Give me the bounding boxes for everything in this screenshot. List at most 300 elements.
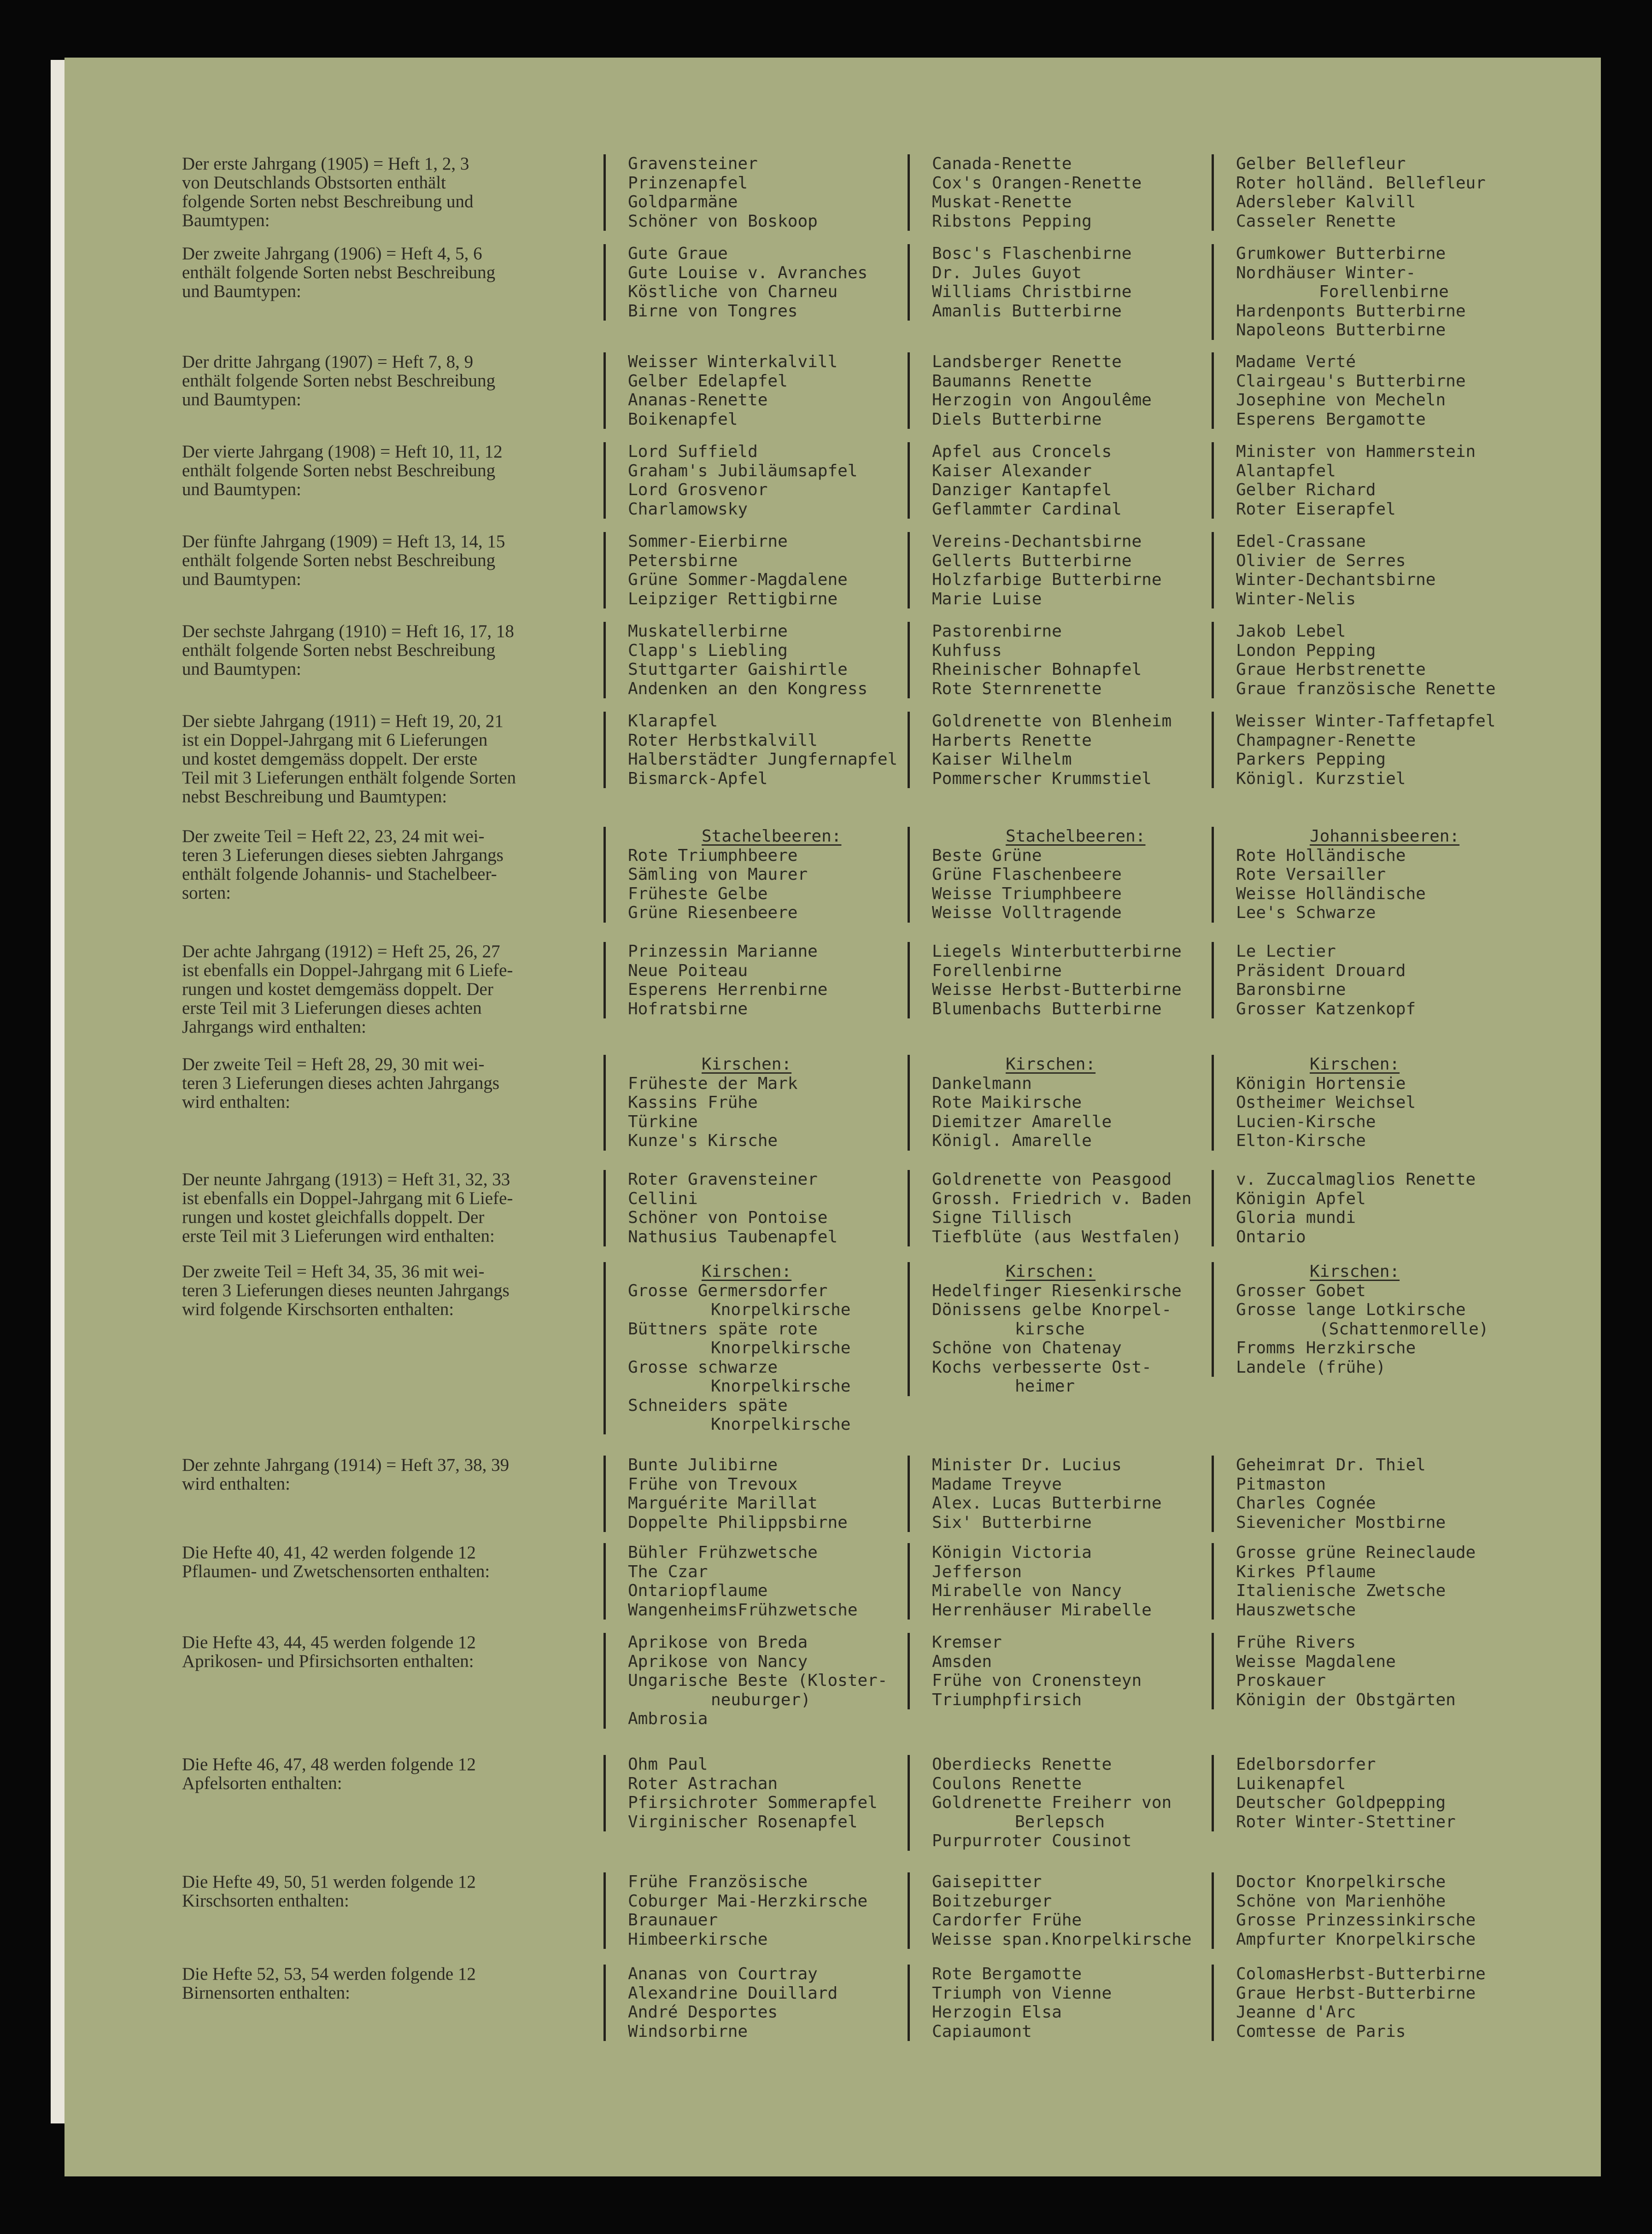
variety-name: Six' Butterbirne <box>932 1513 1092 1532</box>
variety-name: Königl. Amarelle <box>932 1131 1092 1150</box>
variety-name: Schöne von Marienhöhe <box>1236 1891 1446 1911</box>
variety-name: Ampfurter Knorpelkirsche <box>1236 1930 1476 1949</box>
description-line: Aprikosen- und Pfirsichsorten enthalten: <box>182 1651 474 1671</box>
column-heading: Stachelbeeren: <box>1006 827 1146 846</box>
variety-name: Jefferson <box>932 1562 1022 1581</box>
variety-name: Purpurroter Cousinot <box>932 1831 1132 1850</box>
variety-name: Rote Versailler <box>1236 865 1386 884</box>
variety-name: neuburger) <box>711 1690 811 1709</box>
description-line: Der achte Jahrgang (1912) = Heft 25, 26, 27 <box>182 942 500 961</box>
description-line: Der siebte Jahrgang (1911) = Heft 19, 20, 21 <box>182 711 504 731</box>
variety-column <box>1212 622 1531 698</box>
variety-name: (Schattenmorelle) <box>1319 1319 1489 1339</box>
variety-name: Gelber Richard <box>1236 480 1376 499</box>
variety-name: Aprikose von Nancy <box>628 1652 808 1671</box>
variety-name: heimer <box>1015 1377 1075 1396</box>
description-line: enthält folgende Johannis- und Stachelbeer- <box>182 864 497 884</box>
description-line: Der erste Jahrgang (1905) = Heft 1, 2, 3 <box>182 154 469 174</box>
variety-name: Le Lectier <box>1236 942 1336 961</box>
variety-name: Kirkes Pflaume <box>1236 1562 1376 1581</box>
variety-name: Pfirsichroter Sommerapfel <box>628 1793 878 1812</box>
variety-column <box>603 1170 904 1246</box>
variety-name: Rote Triumphbeere <box>628 846 798 865</box>
variety-name: Pommerscher Krummstiel <box>932 769 1152 788</box>
variety-name: Luikenapfel <box>1236 1774 1346 1793</box>
variety-name: Coulons Renette <box>932 1774 1082 1793</box>
volume-description <box>182 1633 636 1671</box>
description-line: Der dritte Jahrgang (1907) = Heft 7, 8, 9 <box>182 352 474 372</box>
variety-name: Doppelte Philippsbirne <box>628 1513 848 1532</box>
variety-name: Napoleons Butterbirne <box>1236 321 1446 339</box>
variety-name: Berlepsch <box>1015 1812 1105 1831</box>
variety-name: Grossh. Friedrich v. Baden <box>932 1189 1192 1208</box>
variety-column <box>603 712 904 788</box>
variety-name: Weisse Holländische <box>1236 884 1426 903</box>
variety-name: Gute Graue <box>628 244 728 263</box>
variety-name: Früheste der Mark <box>628 1074 798 1093</box>
variety-name: Lord Grosvenor <box>628 480 768 499</box>
description-line: und Baumtypen: <box>182 569 301 589</box>
variety-name: Baumanns Renette <box>932 371 1092 391</box>
variety-name: Jeanne d'Arc <box>1236 2003 1356 2022</box>
volume-description <box>182 1872 636 1910</box>
variety-name: Rote Bergamotte <box>932 1965 1082 1983</box>
variety-name: Jakob Lebel <box>1236 622 1346 641</box>
variety-name: Charlamowsky <box>628 499 748 519</box>
variety-name: Goldrenette von Peasgood <box>932 1170 1172 1189</box>
variety-name: Capiaumont <box>932 2022 1032 2041</box>
variety-name: Roter holländ. Bellefleur <box>1236 173 1486 193</box>
variety-name: Weisser Winterkalvill <box>628 352 838 371</box>
variety-name: Schöner von Boskoop <box>628 211 818 231</box>
description-line: ist ein Doppel-Jahrgang mit 6 Lieferungen <box>182 730 488 750</box>
variety-name: Roter Herbstkalvill <box>628 731 818 750</box>
variety-name: Königin Hortensie <box>1236 1074 1406 1093</box>
variety-name: Casseler Renette <box>1236 211 1396 231</box>
variety-column <box>1212 1456 1531 1532</box>
variety-name: Türkine <box>628 1112 698 1131</box>
description-line: enthält folgende Sorten nebst Beschreibung <box>182 371 496 391</box>
variety-name: Parkers Pepping <box>1236 750 1386 769</box>
variety-name: Proskauer <box>1236 1671 1326 1690</box>
variety-name: Kaiser Wilhelm <box>932 750 1072 769</box>
description-line: Die Hefte 46, 47, 48 werden folgende 12 <box>182 1754 476 1774</box>
description-line: Die Hefte 43, 44, 45 werden folgende 12 <box>182 1632 476 1652</box>
volume-description <box>182 942 636 1036</box>
column-heading: Kirschen: <box>702 1262 792 1281</box>
description-line: Apfelsorten enthalten: <box>182 1773 342 1793</box>
variety-name: Lucien-Kirsche <box>1236 1112 1376 1131</box>
variety-column <box>908 1633 1208 1709</box>
variety-name: Forellenbirne <box>1319 282 1449 301</box>
variety-name: Forellenbirne <box>932 961 1062 980</box>
variety-column <box>1212 712 1531 788</box>
variety-name: Grüne Sommer-Magdalene <box>628 570 848 589</box>
variety-name: Grüne Flaschenbeere <box>932 865 1122 884</box>
variety-column <box>908 1055 1208 1151</box>
variety-name: Kunze's Kirsche <box>628 1131 778 1150</box>
variety-column <box>908 1456 1208 1532</box>
variety-name: Ohm Paul <box>628 1755 708 1774</box>
variety-column <box>1212 1170 1531 1246</box>
variety-name: Alexandrine Douillard <box>628 1983 838 2003</box>
variety-column <box>908 1543 1208 1620</box>
variety-name: Clapp's Liebling <box>628 641 788 660</box>
variety-column <box>603 827 904 923</box>
variety-name: Sommer-Eierbirne <box>628 532 788 551</box>
variety-name: Aprikose von Breda <box>628 1633 808 1652</box>
column-heading: Kirschen: <box>1310 1262 1400 1281</box>
volume-description <box>182 827 636 902</box>
variety-name: Petersbirne <box>628 551 738 570</box>
variety-name: Gute Louise v. Avranches <box>628 263 868 282</box>
variety-name: Doctor Knorpelkirsche <box>1236 1872 1446 1891</box>
description-line: Der fünfte Jahrgang (1909) = Heft 13, 14, 15 <box>182 532 505 551</box>
variety-name: Sievenicher Mostbirne <box>1236 1513 1446 1532</box>
variety-name: Winter-Nelis <box>1236 589 1356 608</box>
variety-column <box>603 1262 904 1434</box>
description-line: und Baumtypen: <box>182 281 301 301</box>
column-heading: Kirschen: <box>1006 1055 1096 1074</box>
variety-name: Geflammter Cardinal <box>932 499 1122 519</box>
description-line: enthält folgende Sorten nebst Beschreibung <box>182 263 496 282</box>
variety-name: Dankelmann <box>932 1074 1032 1093</box>
variety-column <box>1212 352 1531 429</box>
variety-name: Graue französische Renette <box>1236 679 1496 698</box>
variety-name: Muskat-Renette <box>932 193 1072 211</box>
variety-column <box>603 1055 904 1151</box>
description-line: Pflaumen- und Zwetschensorten enthalten: <box>182 1561 490 1581</box>
variety-column <box>908 827 1208 923</box>
variety-name: Liegels Winterbutterbirne <box>932 942 1182 961</box>
variety-name: Köstliche von Charneu <box>628 282 838 301</box>
description-line: und Baumtypen: <box>182 480 301 499</box>
description-line: ist ebenfalls ein Doppel-Jahrgang mit 6 Liefe- <box>182 1188 513 1208</box>
variety-name: Bühler Frühzwetsche <box>628 1543 818 1562</box>
variety-column <box>908 244 1208 321</box>
variety-column <box>1212 942 1531 1018</box>
variety-name: Prinzessin Marianne <box>628 942 818 961</box>
description-line: Der vierte Jahrgang (1908) = Heft 10, 11, 12 <box>182 442 503 462</box>
variety-name: Klarapfel <box>628 712 718 731</box>
variety-name: Neue Poiteau <box>628 961 748 980</box>
variety-name: Beste Grüne <box>932 846 1042 865</box>
description-line: Der zehnte Jahrgang (1914) = Heft 37, 38, 39 <box>182 1455 510 1475</box>
variety-name: Prinzenapfel <box>628 173 748 193</box>
volume-description <box>182 154 636 230</box>
variety-name: Comtesse de Paris <box>1236 2022 1406 2041</box>
description-line: teren 3 Lieferungen dieses achten Jahrgangs <box>182 1073 500 1093</box>
variety-name: Schöner von Pontoise <box>628 1208 828 1227</box>
variety-name: Königin Victoria <box>932 1543 1092 1562</box>
variety-name: Ribstons Pepping <box>932 211 1092 231</box>
variety-name: Winter-Dechantsbirne <box>1236 570 1436 589</box>
volume-description <box>182 1543 636 1581</box>
variety-name: Gelber Bellefleur <box>1236 154 1406 173</box>
variety-name: Tiefblüte (aus Westfalen) <box>932 1227 1182 1246</box>
variety-name: Ambrosia <box>628 1709 708 1728</box>
variety-column <box>603 244 904 321</box>
variety-name: Grüne Riesenbeere <box>628 903 798 922</box>
variety-name: Bismarck-Apfel <box>628 769 768 788</box>
variety-name: Gloria mundi <box>1236 1208 1356 1227</box>
description-line: Birnensorten enthalten: <box>182 1983 350 2003</box>
description-line: Der sechste Jahrgang (1910) = Heft 16, 17, 18 <box>182 621 514 641</box>
variety-column <box>1212 1055 1531 1151</box>
variety-column <box>908 712 1208 788</box>
variety-name: Amanlis Butterbirne <box>932 301 1122 321</box>
variety-name: London Pepping <box>1236 641 1376 660</box>
column-heading: Kirschen: <box>1310 1055 1400 1074</box>
variety-name: Esperens Bergamotte <box>1236 409 1426 429</box>
description-line: und Baumtypen: <box>182 659 301 679</box>
volume-description <box>182 442 636 499</box>
volume-description <box>182 1456 636 1493</box>
variety-name: Bunte Julibirne <box>628 1456 778 1474</box>
variety-name: Früheste Gelbe <box>628 884 768 903</box>
variety-name: Harberts Renette <box>932 731 1092 750</box>
variety-name: Herrenhäuser Mirabelle <box>932 1600 1152 1620</box>
variety-column <box>603 442 904 519</box>
variety-name: Königl. Kurzstiel <box>1236 769 1406 788</box>
variety-column <box>603 1755 904 1831</box>
variety-name: Hofratsbirne <box>628 999 748 1018</box>
variety-name: Herzogin von Angoulême <box>932 391 1152 409</box>
variety-name: Minister von Hammerstein <box>1236 442 1476 461</box>
variety-name: Diemitzer Amarelle <box>932 1112 1112 1131</box>
variety-name: Minister Dr. Lucius <box>932 1456 1122 1474</box>
variety-column <box>908 442 1208 519</box>
variety-name: Rheinischer Bohnapfel <box>932 660 1142 679</box>
variety-name: Rote Sternrenette <box>932 679 1102 698</box>
variety-name: Büttners späte rote <box>628 1319 818 1339</box>
variety-name: Kuhfuss <box>932 641 1002 660</box>
variety-name: Baronsbirne <box>1236 980 1346 999</box>
variety-name: Hedelfinger Riesenkirsche <box>932 1281 1182 1300</box>
variety-column <box>908 352 1208 429</box>
variety-column <box>603 352 904 429</box>
variety-name: Goldparmäne <box>628 193 738 211</box>
variety-column <box>908 942 1208 1018</box>
volume-description <box>182 1055 636 1111</box>
variety-name: Ananas von Courtray <box>628 1965 818 1983</box>
variety-name: Apfel aus Croncels <box>932 442 1112 461</box>
variety-name: Grosse lange Lotkirsche <box>1236 1300 1466 1319</box>
variety-column <box>1212 1633 1531 1709</box>
variety-name: Amsden <box>932 1652 992 1671</box>
variety-name: Andenken an den Kongress <box>628 679 868 698</box>
variety-name: Frühe von Cronensteyn <box>932 1671 1142 1690</box>
variety-name: Cardorfer Frühe <box>932 1911 1082 1930</box>
variety-name: Grosser Gobet <box>1236 1281 1366 1300</box>
variety-name: Hauszwetsche <box>1236 1600 1356 1620</box>
variety-column <box>603 154 904 231</box>
variety-name: Herzogin Elsa <box>932 2003 1062 2022</box>
variety-name: Diels Butterbirne <box>932 409 1102 429</box>
variety-name: Charles Cognée <box>1236 1494 1376 1513</box>
variety-name: Ontariopflaume <box>628 1581 768 1600</box>
variety-name: Blumenbachs Butterbirne <box>932 999 1162 1018</box>
description-line: Der neunte Jahrgang (1913) = Heft 31, 32, 33 <box>182 1170 510 1189</box>
variety-name: Mirabelle von Nancy <box>932 1581 1122 1600</box>
variety-name: Kochs verbesserte Ost- <box>932 1357 1152 1377</box>
column-heading: Kirschen: <box>702 1055 792 1074</box>
variety-column <box>603 622 904 698</box>
variety-name: Edel-Crassane <box>1236 532 1366 551</box>
column-heading: Kirschen: <box>1006 1262 1096 1281</box>
variety-name: Ananas-Renette <box>628 391 768 409</box>
volume-description <box>182 352 636 409</box>
volume-description <box>182 1755 636 1793</box>
description-line: sorten: <box>182 883 231 903</box>
variety-name: Marguérite Marillat <box>628 1494 818 1513</box>
variety-name: Clairgeau's Butterbirne <box>1236 371 1466 391</box>
variety-name: Landele (frühe) <box>1236 1357 1386 1377</box>
variety-name: Triumphpfirsich <box>932 1690 1082 1709</box>
variety-name: Weisse span.Knorpelkirsche <box>932 1930 1192 1949</box>
description-line: Baumtypen: <box>182 211 270 230</box>
description-line: teren 3 Lieferungen dieses neunten Jahrgangs <box>182 1281 510 1300</box>
description-line: nebst Beschreibung und Baumtypen: <box>182 787 447 807</box>
variety-name: Birne von Tongres <box>628 301 798 321</box>
variety-name: Signe Tillisch <box>932 1208 1072 1227</box>
description-line: Die Hefte 49, 50, 51 werden folgende 12 <box>182 1872 476 1892</box>
description-line: erste Teil mit 3 Lieferungen wird enthalten: <box>182 1226 495 1246</box>
variety-name: Weisse Triumphbeere <box>932 884 1122 903</box>
variety-column <box>1212 1262 1531 1377</box>
variety-name: Grumkower Butterbirne <box>1236 244 1446 263</box>
variety-name: Madame Verté <box>1236 352 1356 371</box>
description-line: Jahrgangs wird enthalten: <box>182 1017 367 1037</box>
variety-column <box>603 942 904 1018</box>
variety-name: Coburger Mai-Herzkirsche <box>628 1891 868 1911</box>
variety-name: Windsorbirne <box>628 2022 748 2041</box>
variety-column <box>1212 1872 1531 1949</box>
variety-name: Adersleber Kalvill <box>1236 193 1416 211</box>
description-line: Die Hefte 40, 41, 42 werden folgende 12 <box>182 1543 476 1562</box>
variety-name: ColomasHerbst-Butterbirne <box>1236 1965 1486 1983</box>
description-line: enthält folgende Sorten nebst Beschreibung <box>182 461 496 480</box>
description-line: Kirschsorten enthalten: <box>182 1891 349 1911</box>
variety-column <box>1212 1755 1531 1831</box>
variety-name: v. Zuccalmaglios Renette <box>1236 1170 1476 1189</box>
variety-name: Olivier de Serres <box>1236 551 1406 570</box>
description-line: Der zweite Jahrgang (1906) = Heft 4, 5, 6 <box>182 244 482 263</box>
variety-name: Knorpelkirsche <box>711 1415 851 1434</box>
variety-name: Königin Apfel <box>1236 1189 1366 1208</box>
variety-name: The Czar <box>628 1562 708 1581</box>
variety-column <box>908 1965 1208 2041</box>
column-heading: Johannisbeeren: <box>1310 827 1460 846</box>
variety-name: Weisser Winter-Taffetapfel <box>1236 712 1496 731</box>
variety-name: Roter Eiserapfel <box>1236 499 1396 519</box>
variety-name: Danziger Kantapfel <box>932 480 1112 499</box>
description-line: wird enthalten: <box>182 1092 291 1112</box>
variety-name: Kaiser Alexander <box>932 461 1092 480</box>
description-line: Teil mit 3 Lieferungen enthält folgende Sorten <box>182 768 516 788</box>
variety-name: Lord Suffield <box>628 442 758 461</box>
variety-name: Champagner-Renette <box>1236 731 1416 750</box>
variety-name: Williams Christbirne <box>932 282 1132 301</box>
description-line: Der zweite Teil = Heft 28, 29, 30 mit wei- <box>182 1054 485 1074</box>
variety-name: kirsche <box>1015 1319 1085 1339</box>
variety-name: Grosse Prinzessinkirsche <box>1236 1911 1476 1930</box>
description-line: rungen und kostet gleichfalls doppelt. Der <box>182 1207 485 1227</box>
variety-name: Knorpelkirsche <box>711 1339 851 1357</box>
variety-name: Weisse Magdalene <box>1236 1652 1396 1671</box>
variety-name: Ungarische Beste (Kloster- <box>628 1671 888 1690</box>
volume-description <box>182 622 636 678</box>
description-line: wird enthalten: <box>182 1474 291 1494</box>
variety-name: Gravensteiner <box>628 154 758 173</box>
variety-name: Kremser <box>932 1633 1002 1652</box>
variety-column <box>908 154 1208 231</box>
variety-name: Schöne von Chatenay <box>932 1339 1122 1357</box>
variety-name: WangenheimsFrühzwetsche <box>628 1600 858 1620</box>
variety-name: Stuttgarter Gaishirtle <box>628 660 848 679</box>
description-line: Die Hefte 52, 53, 54 werden folgende 12 <box>182 1964 476 1984</box>
volume-description <box>182 1965 636 2002</box>
variety-name: Frühe Französische <box>628 1872 808 1891</box>
variety-column <box>1212 1965 1531 2041</box>
variety-name: Goldrenette Freiherr von <box>932 1793 1172 1812</box>
variety-column <box>1212 827 1531 923</box>
variety-name: Oberdiecks Renette <box>932 1755 1112 1774</box>
description-line: Der zweite Teil = Heft 22, 23, 24 mit wei- <box>182 826 485 846</box>
variety-name: Canada-Renette <box>932 154 1072 173</box>
variety-name: Boikenapfel <box>628 409 738 429</box>
variety-name: Holzfarbige Butterbirne <box>932 570 1162 589</box>
volume-description <box>182 1170 636 1246</box>
variety-name: Virginischer Rosenapfel <box>628 1812 858 1831</box>
description-line: und Baumtypen: <box>182 390 301 409</box>
variety-name: Edelborsdorfer <box>1236 1755 1376 1774</box>
description-line: enthält folgende Sorten nebst Beschreibung <box>182 640 496 660</box>
volume-description <box>182 1262 636 1319</box>
variety-name: Josephine von Mecheln <box>1236 391 1446 409</box>
variety-name: Elton-Kirsche <box>1236 1131 1366 1150</box>
variety-name: Deutscher Goldpepping <box>1236 1793 1446 1812</box>
variety-name: Goldrenette von Blenheim <box>932 712 1172 731</box>
variety-name: Pitmaston <box>1236 1474 1326 1494</box>
variety-name: Bosc's Flaschenbirne <box>932 244 1132 263</box>
description-line: enthält folgende Sorten nebst Beschreibung <box>182 550 496 570</box>
variety-name: Nordhäuser Winter- <box>1236 263 1416 282</box>
variety-name: Fromms Herzkirsche <box>1236 1339 1416 1357</box>
variety-name: Gaisepitter <box>932 1872 1042 1891</box>
variety-name: Graue Herbstrenette <box>1236 660 1426 679</box>
variety-name: Ontario <box>1236 1227 1306 1246</box>
variety-name: Boitzeburger <box>932 1891 1052 1911</box>
variety-column <box>1212 1543 1531 1620</box>
variety-name: Frühe Rivers <box>1236 1633 1356 1652</box>
description-line: erste Teil mit 3 Lieferungen dieses achten <box>182 998 482 1018</box>
volume-description <box>182 244 636 301</box>
volume-description <box>182 712 636 806</box>
variety-column <box>603 1965 904 2041</box>
variety-name: Braunauer <box>628 1911 718 1930</box>
variety-name: Italienische Zwetsche <box>1236 1581 1446 1600</box>
variety-name: Roter Astrachan <box>628 1774 778 1793</box>
variety-name: Himbeerkirsche <box>628 1930 768 1949</box>
variety-column <box>1212 154 1531 231</box>
variety-name: Lee's Schwarze <box>1236 903 1376 922</box>
variety-column <box>603 1543 904 1620</box>
variety-name: Dr. Jules Guyot <box>932 263 1082 282</box>
variety-name: Cox's Orangen-Renette <box>932 173 1142 193</box>
variety-name: Vereins-Dechantsbirne <box>932 532 1142 551</box>
variety-name: Königin der Obstgärten <box>1236 1690 1456 1709</box>
